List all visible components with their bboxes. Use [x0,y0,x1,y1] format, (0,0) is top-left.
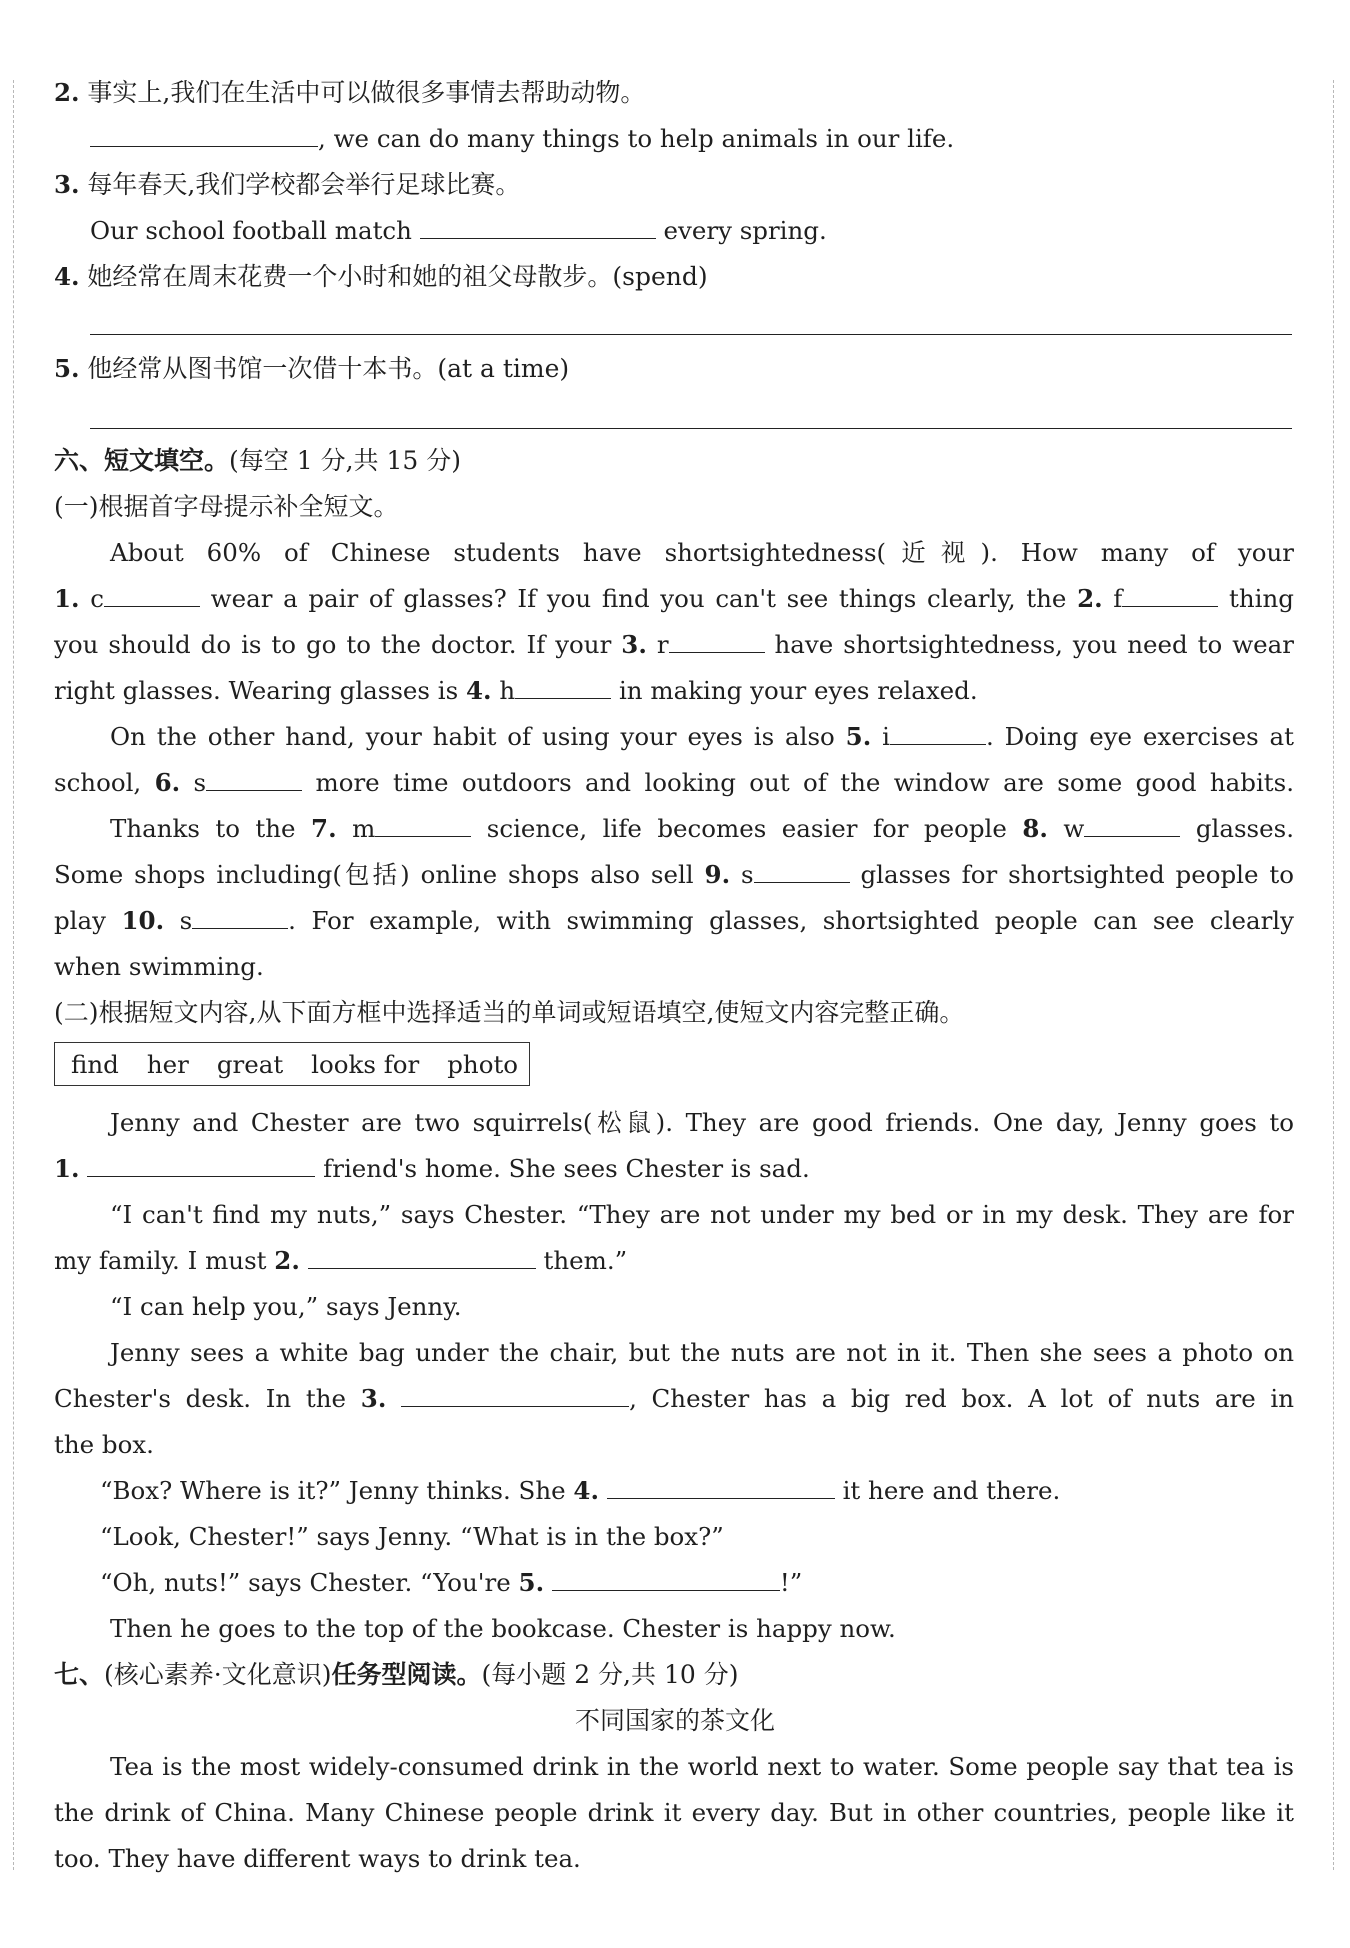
blank-10[interactable] [192,898,288,929]
translation-answer-3: Our school football match every spring. [90,208,827,254]
passage-2-line: Jenny sees a white bag under the chair, but the nuts are not in it. Then she sees a photo on [110,1338,1294,1367]
answer-line-4[interactable] [90,334,1292,335]
item-prompt: 她经常在周末花费一个小时和她的祖父母散步。(spend) [87,262,708,291]
blank-9[interactable] [754,852,850,883]
answer-blank[interactable] [420,208,656,239]
passage-1-line: Some shops including(包括) online shops also sell 9. s glasses for shortsighted people to [54,852,1294,898]
left-margin-rule [13,80,14,1870]
section-6-heading: 六、短文填空。(每空 1 分,共 15 分) [54,446,461,475]
blank-8[interactable] [1084,806,1180,837]
passage-2-line: my family. I must 2. them.” [54,1238,627,1284]
box-blank-4[interactable] [607,1468,835,1499]
passage-1-line: On the other hand, your habit of using your eyes is also 5. i . Doing eye exercises at [54,714,1294,760]
blank-4[interactable] [515,668,611,699]
passage-2-line: “Oh, nuts!” says Chester. “You're 5. !” [100,1560,802,1606]
right-margin-rule [1333,80,1334,1870]
passage-2-line: “I can help you,” says Jenny. [110,1292,462,1321]
word-option: her [146,1050,189,1079]
reading-line: the drink of China. Many Chinese people drink it every day. But in other countries, people like it [54,1798,1294,1827]
reading-title: 不同国家的茶文化 [574,1706,775,1735]
box-blank-1[interactable] [87,1146,315,1177]
reading-line: too. They have different ways to drink tea. [54,1844,581,1873]
passage-1-line: 1. c wear a pair of glasses? If you find you can't see things clearly, the 2. f thing [54,576,1294,622]
passage-1-line: you should do is to go to the doctor. If your 3. r have shortsightedness, you need to wear [54,622,1294,668]
passage-1-line: play 10. s . For example, with swimming glasses, shortsighted people can see clearly [54,898,1294,944]
answer-blank[interactable] [90,116,318,147]
translation-item-3: 3. 每年春天,我们学校都会举行足球比赛。 [54,170,521,199]
box-blank-5[interactable] [552,1560,780,1591]
blank-1[interactable] [104,576,200,607]
blank-7[interactable] [375,806,471,837]
passage-1-line: right glasses. Wearing glasses is 4. h in making your eyes relaxed. [54,668,978,714]
translation-item-2: 2. 事实上,我们在生活中可以做很多事情去帮助动物。 [54,78,646,107]
section-7-heading: 七、(核心素养·文化意识)任务型阅读。(每小题 2 分,共 10 分) [54,1660,739,1689]
passage-2-line: “I can't find my nuts,” says Chester. “They are not under my bed or in my desk. They are for [110,1200,1294,1229]
blank-2[interactable] [1122,576,1218,607]
passage-2-line: “Box? Where is it?” Jenny thinks. She 4. it here and there. [100,1468,1060,1514]
box-blank-2[interactable] [308,1238,536,1269]
passage-2-line: “Look, Chester!” says Jenny. “What is in the box?” [100,1522,724,1551]
passage-2-line: Chester's desk. In the 3. , Chester has a big red box. A lot of nuts are in [54,1376,1294,1422]
item-prompt: 事实上,我们在生活中可以做很多事情去帮助动物。 [87,78,646,107]
passage-2-line: the box. [54,1430,154,1459]
blank-3[interactable] [669,622,765,653]
passage-2-line: 1. friend's home. She sees Chester is sad. [54,1146,810,1192]
translation-answer-2: , we can do many things to help animals in our life. [90,116,954,162]
word-option: great [216,1050,284,1079]
word-option: looks for [311,1050,420,1079]
item-prompt: 每年春天,我们学校都会举行足球比赛。 [87,170,521,199]
word-option: find [71,1050,119,1079]
passage-2-line: Then he goes to the top of the bookcase. Chester is happy now. [110,1614,896,1643]
passage-1-line: school, 6. s more time outdoors and looking out of the window are some good habits. [54,760,1294,806]
part-2-instruction: (二)根据短文内容,从下面方框中选择适当的单词或短语填空,使短文内容完整正确。 [54,998,965,1027]
item-prompt: 他经常从图书馆一次借十本书。(at a time) [87,354,570,383]
translation-item-4: 4. 她经常在周末花费一个小时和她的祖父母散步。(spend) [54,262,708,291]
passage-1-line: Thanks to the 7. m science, life becomes easier for people 8. w glasses. [54,806,1294,852]
passage-1-line: when swimming. [54,952,264,981]
blank-6[interactable] [206,760,302,791]
passage-1-line: About 60% of Chinese students have shortsightedness(近视). How many of your [110,538,1294,567]
translation-item-5: 5. 他经常从图书馆一次借十本书。(at a time) [54,354,570,383]
passage-2-line: Jenny and Chester are two squirrels(松鼠). They are good friends. One day, Jenny goes to [110,1108,1294,1137]
blank-5[interactable] [890,714,986,745]
part-1-instruction: (一)根据首字母提示补全短文。 [54,492,399,521]
answer-line-5[interactable] [90,428,1292,429]
reading-line: Tea is the most widely-consumed drink in the world next to water. Some people say that tea is [110,1752,1294,1781]
word-option: photo [447,1050,519,1079]
word-box [54,1042,530,1086]
box-blank-3[interactable] [401,1376,629,1407]
